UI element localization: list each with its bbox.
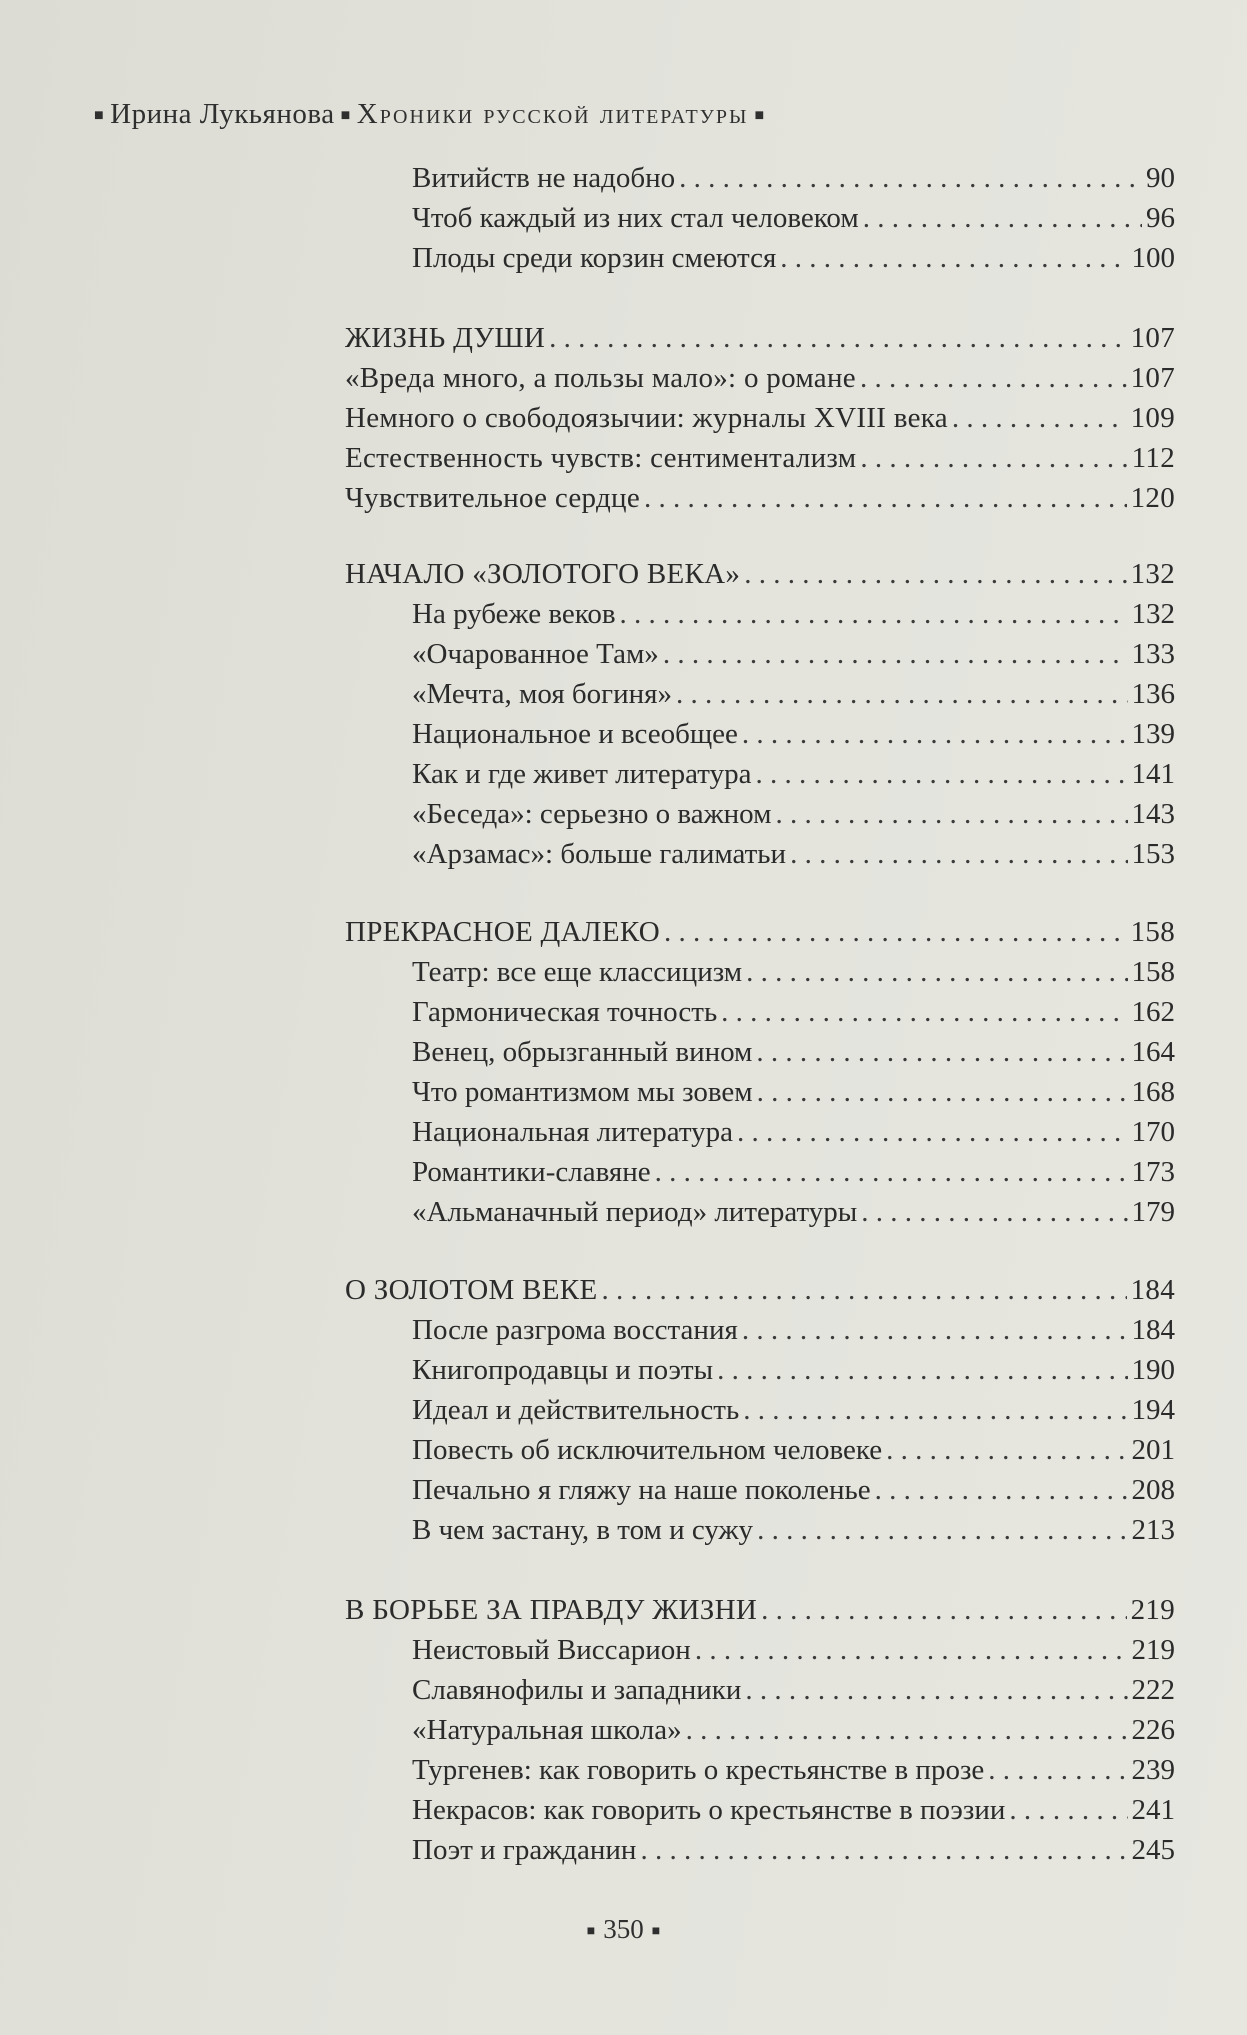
toc-entry-page: 245 (1131, 1834, 1175, 1866)
toc-entry-page: 107 (1130, 362, 1175, 394)
dot-leader (756, 1036, 1127, 1069)
dot-leader (743, 1394, 1127, 1427)
dot-leader (549, 322, 1126, 355)
dot-leader (780, 242, 1127, 275)
toc-entry-page: 158 (1130, 916, 1175, 948)
toc-entry-title: Печально я гляжу на наше поколенье (412, 1474, 871, 1506)
toc-entry-title: Книгопродавцы и поэты (412, 1354, 714, 1386)
toc-entry-title: Повесть об исключительном человеке (412, 1434, 883, 1466)
dot-leader (620, 598, 1128, 631)
toc-entry-page: 201 (1131, 1434, 1175, 1466)
toc-entry-page: 164 (1131, 1036, 1175, 1068)
toc-entry-title: Естественность чувств: сентиментализм (345, 442, 857, 474)
dot-leader (695, 1634, 1128, 1667)
toc-entry-page: 179 (1131, 1196, 1175, 1228)
toc-entry (412, 638, 1175, 678)
toc-entry-title: Гармоническая точность (412, 996, 718, 1028)
folio-number: 350 (603, 1914, 644, 1944)
toc-entry-title: Венец, обрызганный вином (412, 1036, 753, 1068)
toc-entry-title: Национальная литература (412, 1116, 733, 1148)
dot-leader (745, 1674, 1127, 1707)
header-book-title: Хроники русской литературы (356, 98, 749, 130)
toc-entry-page: 208 (1131, 1474, 1175, 1506)
toc-entry-page: 170 (1131, 1116, 1175, 1148)
toc-chapter-entry (345, 558, 1175, 598)
dot-leader (861, 1196, 1127, 1229)
toc-entry (412, 1634, 1175, 1674)
toc-entry-page: 132 (1130, 558, 1175, 590)
toc-entry (412, 1714, 1175, 1754)
toc-entry-page: 107 (1130, 322, 1175, 354)
toc-entry-title: В чем застану, в том и сужу (412, 1514, 754, 1546)
toc-entry-title: Чувствительное сердце (345, 482, 641, 514)
toc-entry-title: На рубеже веков (412, 598, 616, 630)
dot-leader (988, 1754, 1127, 1787)
toc-entry (412, 598, 1175, 638)
toc-entry-title: Славянофилы и западники (412, 1674, 742, 1706)
page-number-footer (0, 1914, 1247, 1945)
toc-entry-page: 219 (1130, 1594, 1175, 1626)
toc-entry-title: Как и где живет литература (412, 758, 752, 790)
toc-entry-title: «Вреда много, а пользы мало»: о романе (345, 362, 856, 394)
toc-entry (412, 758, 1175, 798)
toc-entry-title: Некрасов: как говорить о крестьянстве в поэзии (412, 1794, 1006, 1826)
toc-entry (412, 1314, 1175, 1354)
toc-entry-title: Что романтизмом мы зовем (412, 1076, 753, 1108)
toc-entry-title: Тургенев: как говорить о крестьянстве в прозе (412, 1754, 985, 1786)
toc-entry (412, 1834, 1175, 1874)
dot-leader (742, 1314, 1128, 1347)
toc-entry-title: О ЗОЛОТОМ ВЕКЕ (345, 1274, 598, 1306)
toc-entry-page: 100 (1131, 242, 1175, 274)
toc-entry-page: 109 (1130, 402, 1175, 434)
toc-chapter-entry (345, 916, 1175, 956)
toc-entry-page: 90 (1146, 162, 1175, 194)
dot-leader (952, 402, 1127, 435)
dot-leader (655, 1156, 1128, 1189)
toc-chapter-entry (345, 322, 1175, 362)
dot-leader (761, 1594, 1126, 1627)
toc-entry (412, 1036, 1175, 1076)
toc-entry-title: ЖИЗНЬ ДУШИ (345, 322, 546, 354)
dot-leader (676, 678, 1128, 711)
bullet-icon: ■ (586, 1923, 596, 1939)
dot-leader (860, 362, 1127, 395)
dot-leader (757, 1514, 1127, 1547)
dot-leader (742, 718, 1128, 751)
dot-leader (717, 1354, 1127, 1387)
toc-entry-page: 120 (1130, 482, 1175, 514)
toc-entry-page: 162 (1131, 996, 1175, 1028)
toc-entry-page: 158 (1131, 956, 1175, 988)
bullet-icon: ■ (340, 107, 351, 125)
toc-entry-page: 112 (1131, 442, 1175, 474)
toc-entry-title: Романтики-славяне (412, 1156, 651, 1188)
toc-entry-title: «Арзамас»: больше галиматьи (412, 838, 787, 870)
toc-chapter-entry (345, 402, 1175, 442)
toc-entry (412, 1354, 1175, 1394)
dot-leader (790, 838, 1127, 871)
toc-entry-title: «Альманачный период» литературы (412, 1196, 858, 1228)
toc-entry-title: НАЧАЛО «ЗОЛОТОГО ВЕКА» (345, 558, 741, 590)
dot-leader (679, 162, 1142, 195)
dot-leader (640, 1834, 1127, 1867)
toc-entry (412, 242, 1175, 282)
toc-entry-page: 153 (1131, 838, 1175, 870)
toc-entry-page: 184 (1131, 1314, 1175, 1346)
toc-entry-title: Национальное и всеобщее (412, 718, 738, 750)
toc-entry (412, 1156, 1175, 1196)
toc-entry-page: 194 (1131, 1394, 1175, 1426)
toc-entry-page: 139 (1131, 718, 1175, 750)
toc-chapter-entry (345, 1594, 1175, 1634)
bullet-icon: ■ (651, 1923, 661, 1939)
toc-entry-title: Поэт и гражданин (412, 1834, 637, 1866)
dot-leader (860, 442, 1127, 475)
toc-entry (412, 996, 1175, 1036)
toc-entry (412, 678, 1175, 718)
toc-entry (412, 202, 1175, 242)
dot-leader (1009, 1794, 1127, 1827)
toc-entry-page: 141 (1131, 758, 1175, 790)
header-author: Ирина Лукьянова (110, 98, 335, 130)
toc-entry (412, 162, 1175, 202)
toc-entry-title: Чтоб каждый из них стал человеком (412, 202, 859, 234)
toc-entry (412, 1076, 1175, 1116)
toc-entry-title: «Натуральная школа» (412, 1714, 682, 1746)
toc-entry-page: 184 (1130, 1274, 1175, 1306)
dot-leader (737, 1116, 1128, 1149)
toc-entry-page: 241 (1131, 1794, 1175, 1826)
toc-entry (412, 798, 1175, 838)
toc-chapter-entry (345, 442, 1175, 482)
running-head (88, 98, 771, 131)
toc-entry (412, 1514, 1175, 1554)
toc-entry (412, 1754, 1175, 1794)
dot-leader (663, 638, 1128, 671)
toc-entry-page: 239 (1131, 1754, 1175, 1786)
toc-entry (412, 718, 1175, 758)
dot-leader (886, 1434, 1127, 1467)
toc-chapter-entry (345, 1274, 1175, 1314)
toc-entry-page: 136 (1131, 678, 1175, 710)
toc-entry (412, 956, 1175, 996)
dot-leader (746, 956, 1127, 989)
dot-leader (601, 1274, 1126, 1307)
toc-entry-page: 173 (1131, 1156, 1175, 1188)
toc-entry-title: «Беседа»: серьезно о важном (412, 798, 772, 830)
toc-entry (412, 1674, 1175, 1714)
toc-entry-title: Театр: все еще классицизм (412, 956, 743, 988)
toc-entry-title: «Мечта, моя богиня» (412, 678, 672, 710)
toc-entry-title: ПРЕКРАСНОЕ ДАЛЕКО (345, 916, 661, 948)
toc-entry (412, 838, 1175, 878)
toc-entry (412, 1474, 1175, 1514)
dot-leader (863, 202, 1142, 235)
dot-leader (775, 798, 1127, 831)
toc-entry-title: «Очарованное Там» (412, 638, 659, 670)
toc-entry-page: 190 (1131, 1354, 1175, 1386)
toc-entry-page: 132 (1131, 598, 1175, 630)
toc-entry (412, 1196, 1175, 1236)
toc-entry-page: 96 (1146, 202, 1175, 234)
dot-leader (757, 1076, 1128, 1109)
toc-entry-title: Неистовый Виссарион (412, 1634, 691, 1666)
toc-entry-title: В БОРЬБЕ ЗА ПРАВДУ ЖИЗНИ (345, 1594, 758, 1626)
dot-leader (686, 1714, 1128, 1747)
toc-entry-page: 226 (1131, 1714, 1175, 1746)
toc-entry (412, 1794, 1175, 1834)
toc-entry-title: Витийств не надобно (412, 162, 676, 194)
toc-entry-page: 219 (1131, 1634, 1175, 1666)
toc-entry-page: 168 (1131, 1076, 1175, 1108)
toc-chapter-entry (345, 482, 1175, 522)
toc-entry-page: 222 (1131, 1674, 1175, 1706)
toc-entry-page: 133 (1131, 638, 1175, 670)
toc-entry-page: 213 (1131, 1514, 1175, 1546)
dot-leader (875, 1474, 1128, 1507)
toc-entry-page: 143 (1131, 798, 1175, 830)
toc-entry (412, 1434, 1175, 1474)
toc-entry-title: Плоды среди корзин смеются (412, 242, 777, 274)
dot-leader (644, 482, 1127, 515)
toc-entry (412, 1116, 1175, 1156)
dot-leader (744, 558, 1126, 591)
toc-chapter-entry (345, 362, 1175, 402)
bullet-icon: ■ (94, 107, 105, 125)
dot-leader (664, 916, 1127, 949)
bullet-icon: ■ (754, 107, 765, 125)
dot-leader (721, 996, 1127, 1029)
toc-entry (412, 1394, 1175, 1434)
dot-leader (755, 758, 1127, 791)
toc-entry-title: Немного о свободоязычии: журналы XVIII века (345, 402, 948, 434)
toc-entry-title: После разгрома восстания (412, 1314, 738, 1346)
toc-entry-title: Идеал и действительность (412, 1394, 740, 1426)
